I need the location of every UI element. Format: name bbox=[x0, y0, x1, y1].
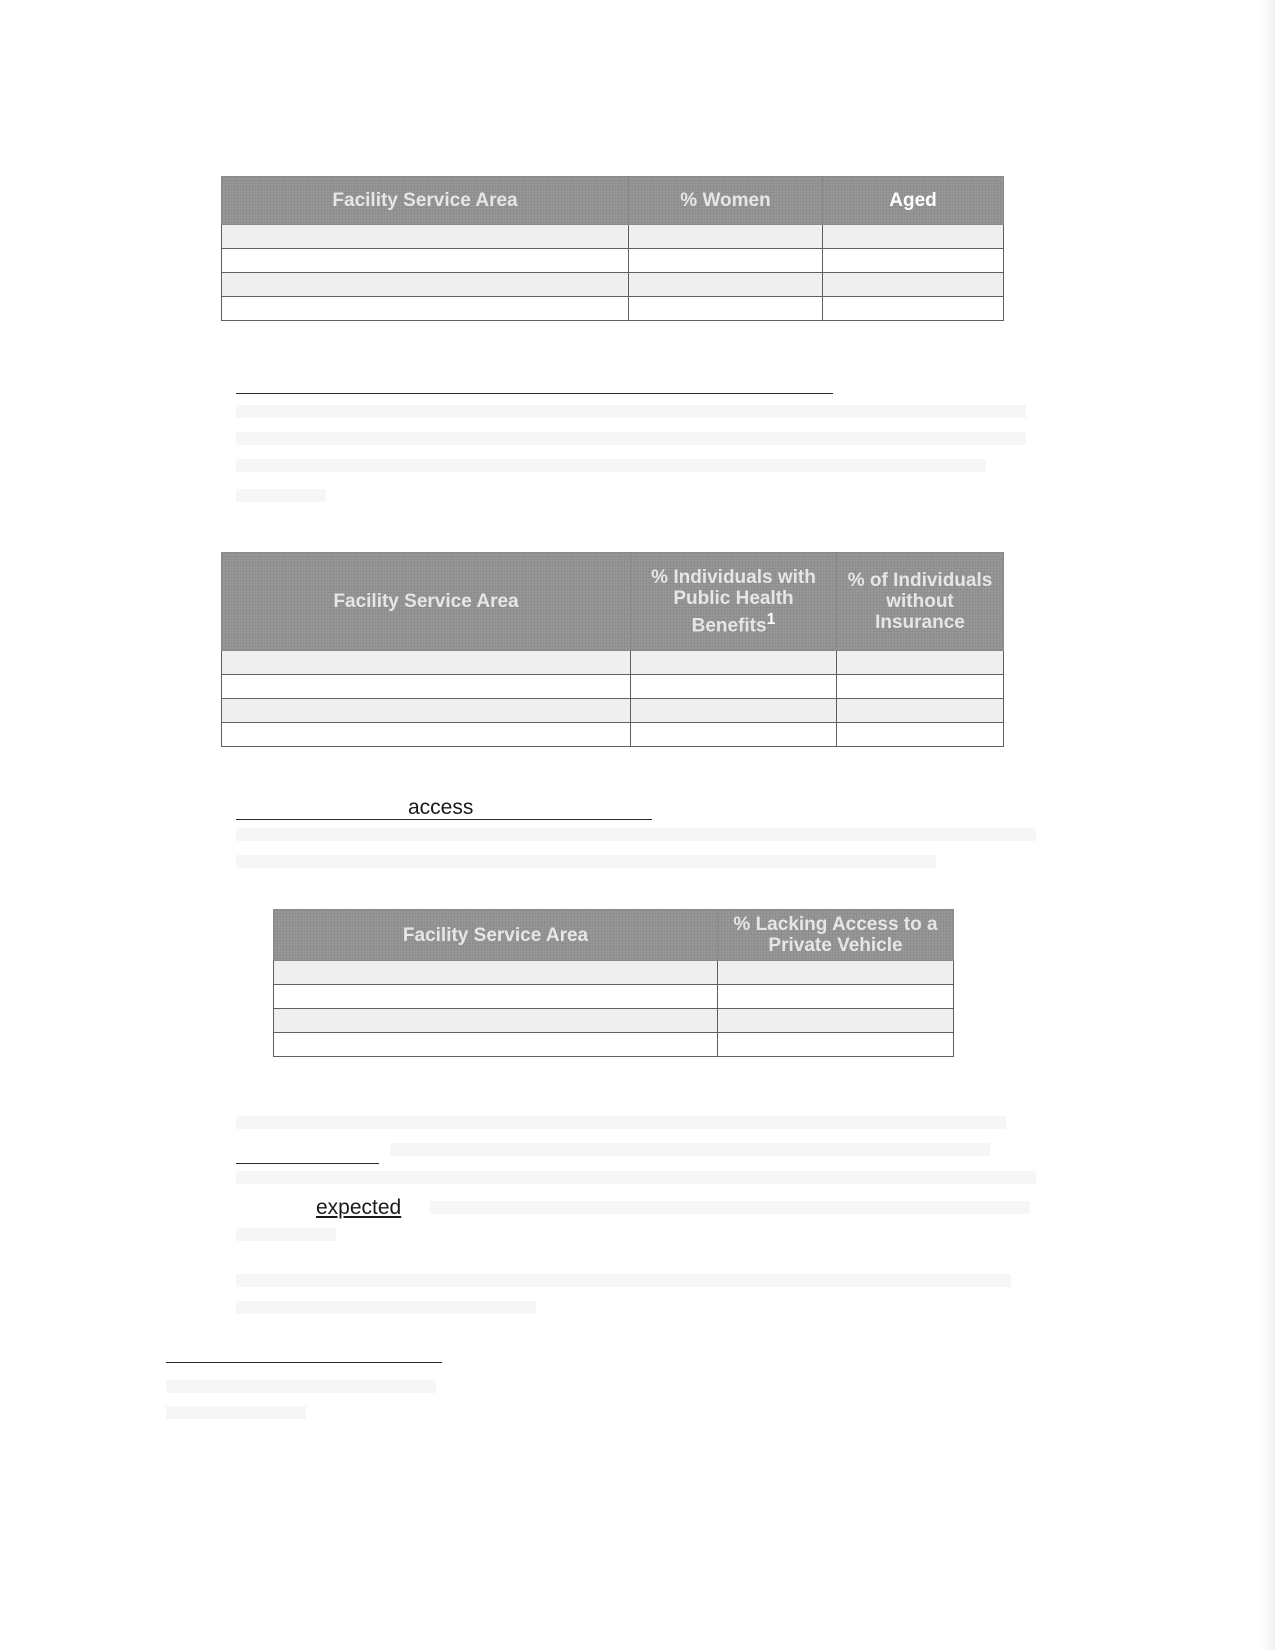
redacted-paragraph-line bbox=[236, 855, 936, 868]
redacted-paragraph-line bbox=[236, 1116, 1006, 1129]
table-row bbox=[274, 985, 954, 1009]
header-facility-service-area: Facility Service Area bbox=[222, 177, 629, 225]
header-percent-women: % Women bbox=[629, 177, 823, 225]
vehicle-access-table bbox=[273, 909, 954, 1057]
redacted-footnote-line bbox=[166, 1406, 306, 1419]
table-row bbox=[222, 249, 1004, 273]
table-header-row bbox=[274, 910, 954, 961]
header-facility-service-area: Facility Service Area bbox=[274, 910, 718, 961]
table-row bbox=[274, 1009, 954, 1033]
page-edge bbox=[1261, 0, 1275, 1650]
table-row bbox=[222, 651, 1004, 675]
demographics-table bbox=[221, 176, 1004, 321]
table-header-row bbox=[222, 177, 1004, 225]
header-public-health-benefits bbox=[631, 553, 837, 651]
redacted-paragraph-line bbox=[236, 1301, 536, 1314]
table-row bbox=[222, 723, 1004, 747]
section-heading-underline bbox=[236, 819, 652, 820]
section-heading-access: access bbox=[408, 796, 474, 819]
redacted-paragraph-line bbox=[236, 1171, 1036, 1184]
header-without-insurance: % of Individuals without Insurance bbox=[837, 553, 1004, 651]
redacted-footnote-line bbox=[166, 1380, 436, 1393]
section-heading-underline bbox=[236, 1163, 379, 1164]
table-row bbox=[222, 699, 1004, 723]
redacted-paragraph-line bbox=[236, 1274, 1011, 1287]
body-word-expected: expected bbox=[316, 1196, 402, 1219]
redacted-paragraph-line bbox=[390, 1143, 990, 1156]
table-row bbox=[222, 675, 1004, 699]
table-row bbox=[274, 1033, 954, 1057]
table-row bbox=[222, 225, 1004, 249]
redacted-paragraph-line bbox=[236, 1228, 336, 1241]
redacted-paragraph-line bbox=[430, 1201, 1030, 1214]
insurance-table bbox=[221, 552, 1004, 747]
redacted-paragraph-line bbox=[236, 405, 1026, 418]
header-percent-aged bbox=[823, 177, 1004, 225]
table-row bbox=[274, 961, 954, 985]
footnote-separator bbox=[166, 1362, 442, 1363]
redacted-paragraph-line bbox=[236, 459, 986, 472]
table-header-row bbox=[222, 553, 1004, 651]
redacted-paragraph-line bbox=[236, 432, 1026, 445]
header-public-health-text: % Individuals with Public Health Benefits bbox=[651, 566, 816, 637]
redacted-paragraph-line bbox=[236, 828, 1036, 841]
table-row bbox=[222, 297, 1004, 321]
table-row bbox=[222, 273, 1004, 297]
footnote-marker: 1 bbox=[766, 610, 776, 628]
header-private-vehicle: % Lacking Access to a Private Vehicle bbox=[718, 910, 954, 961]
redacted-paragraph-line bbox=[236, 489, 326, 502]
section-heading-underline bbox=[236, 393, 833, 394]
header-aged-word: Aged bbox=[889, 190, 937, 211]
header-facility-service-area: Facility Service Area bbox=[222, 553, 631, 651]
